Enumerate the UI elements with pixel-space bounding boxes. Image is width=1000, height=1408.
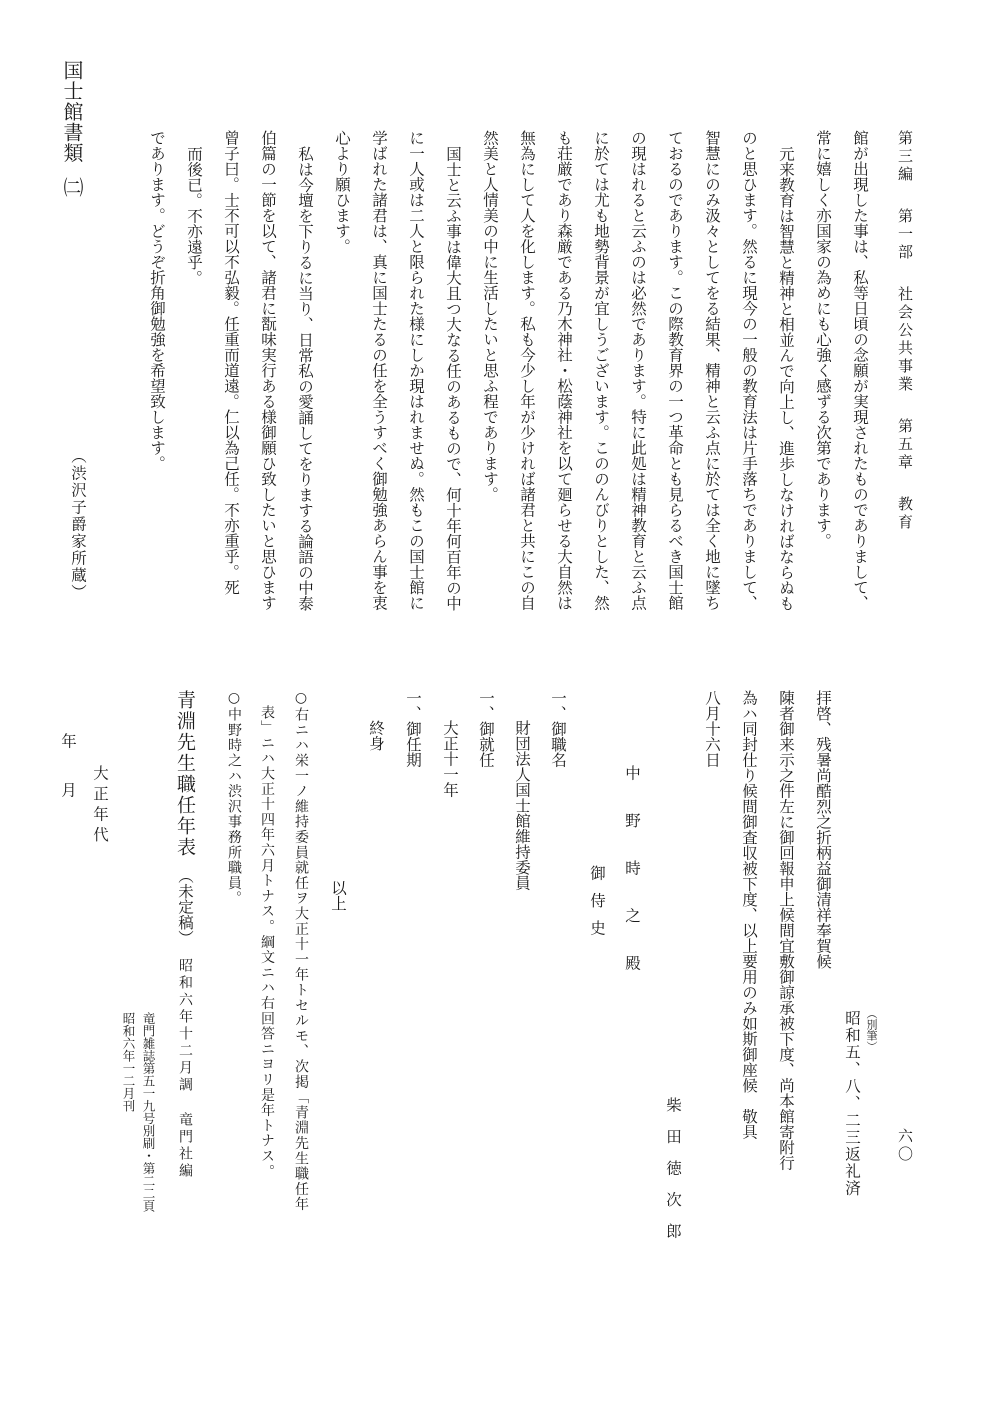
text-line: 智慧にのみ汲々としてをる結果、精神と云ふ点に於ては全く地に墜ち [703,130,721,611]
item-label: 一、御就任 [477,690,495,768]
text-line: であります。どうぞ折角御勉強を希望致します。 [148,130,166,471]
source-attribution: （渋沢子爵家所蔵） [69,448,87,601]
section-heading [59,60,85,198]
letter-closing: 以上 [329,880,347,911]
letter-sender: 柴田徳次郎 [664,1097,682,1255]
header-part: 第三編 [896,130,914,184]
era-heading: 大正年代 [91,765,109,847]
reply-note: 昭和五、八、二三返礼済 [843,1010,861,1197]
letter-greeting: 拝啓、残暑尚酷烈之折柄益御清祥奉賀候 [814,690,832,969]
header-part: 第一部 [896,208,914,262]
note-line: ○右ニハ栄一ノ維持委員就任ヲ大正十一年トセルモ、次掲「青淵先生職任年 [293,690,309,1213]
chronology-editor: 竜門社編 [177,1111,193,1180]
handwriting-annotation: （別筆） [865,1008,878,1052]
item-value: 財団法人国士館維持委員 [513,720,531,891]
text-line: に於ては尤も地勢背景が宜しうございます。こののんびりとした、然 [592,130,610,611]
text-line: 元来教育は智慧と精神と相並んで向上し、進歩しなければならぬも [777,146,795,611]
column-header-month: 月 [59,782,77,798]
letter-date: 八月十六日 [703,690,721,768]
column-header-year: 年 [59,733,77,749]
section-title: 国士館書類 [60,60,84,163]
section-number: ㈡ [60,177,84,198]
text-line: 学ばれた諸君は、真に国士たるの任を全うすべく御勉強あらん事を衷 [370,130,388,611]
text-line: 心より願ひます。 [333,130,351,254]
running-header [895,130,915,532]
letter-body-line: 為ハ同封仕り候間御査収被下度、以上要用のみ如斯御座候 敬具 [740,690,758,1140]
text-line: 而後已。不亦遠乎。 [185,146,203,286]
letter-body-line: 陳者御来示之件左に御回報申上候間宜敷御諒承被下度、尚本館寄附行 [777,690,795,1171]
text-line: 常に嬉しく亦国家の為めにも心強く感ずる次第であります。 [814,130,832,549]
header-part: 教育 [896,496,914,532]
text-line: のと思ひます。然るに現今の一般の教育法は片手落ちでありまして、 [740,130,758,611]
letter-recipient: 中野時之殿 [623,765,641,1003]
chronology-source: 昭和六年一二月刊 [121,1012,136,1112]
letter-honorific: 御侍史 [588,865,606,948]
chronology-compiled-date: 昭和六年十二月調 [177,957,193,1094]
note-line: ○中野時之ハ渋沢事務所職員。 [226,690,242,907]
text-line: ておるのであります。この際教育界の一つ革命とも見らるべき国士館 [666,130,684,611]
text-line: も荘厳であり森厳である乃木神社・松蔭神社を以て廻らせる大自然は [555,130,573,611]
note-line: 表」ニハ大正十四年六月トナス。綱文ニハ右回答ニヨリ是年トナス。 [259,705,275,1180]
page-number: 六〇 [896,1128,914,1164]
text-line: 私は今壇を下りるに当り、日常私の愛誦してをりまする論語の中泰 [296,146,314,611]
header-part: 社会公共事業 [896,286,914,394]
item-value: 終身 [367,720,385,751]
text-line: 然美と人情美の中に生活したいと思ふ程であります。 [481,130,499,502]
chronology-heading [172,690,198,1180]
header-part: 第五章 [896,418,914,472]
text-line: 伯篇の一節を以て、諸君に翫味実行ある様御願ひ致したいと思ひます [259,130,277,611]
item-value: 大正十一年 [441,720,459,798]
text-line: の現はれると云ふのは必然であります。特に此処は精神教育と云ふ点 [629,130,647,611]
item-label: 一、御職名 [549,690,567,768]
chronology-source: 竜門雑誌第五一九号別刷・第二二頁 [141,1012,156,1212]
text-line: 曾子曰。士不可以不弘毅。任重而道遠。仁以為己任。不亦重乎。死 [222,130,240,595]
chronology-title: 青淵先生職任年表 [174,690,196,858]
text-line: 無為にして人を化します。私も今少し年が少ければ諸君と共にこの自 [518,130,536,611]
text-line: に一人或は二人と限られた様にしか現はれませぬ。然もこの国士館に [407,130,425,611]
item-label: 一、御任期 [404,690,422,768]
text-line: 国士と云ふ事は偉大且つ大なる任のあるもので、何十年何百年の中 [444,146,462,611]
chronology-status: （未定稿） [176,868,194,946]
text-line: 館が出現した事は、私等日頃の念願が実現されたものでありまして、 [851,130,869,611]
